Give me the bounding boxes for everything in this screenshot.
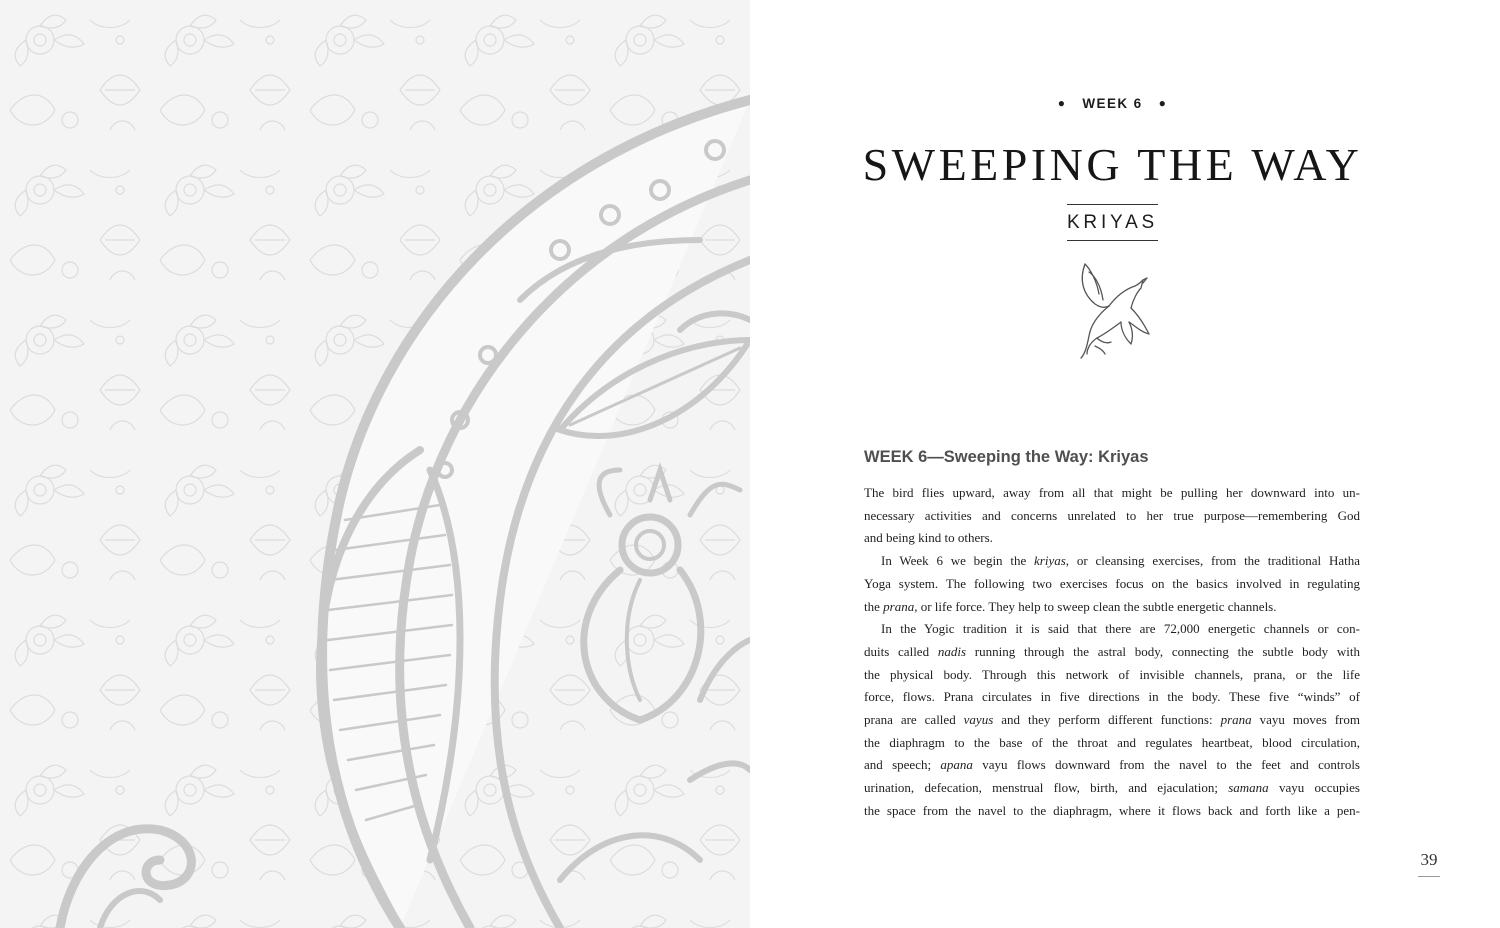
text-line: necessary activities and concerns unrelated to her true purpose—remembering God	[864, 507, 1360, 523]
text-run: , or life force. They help to sweep clean the subtle energetic channels.	[914, 598, 1277, 614]
subtitle-container	[750, 204, 1475, 241]
italic-term: samana	[1228, 780, 1269, 796]
chapter-subtitle: KRIYAS	[1067, 204, 1158, 241]
chapter-title: SWEEPING THE WAY	[862, 139, 1363, 190]
section-heading: WEEK 6—Sweeping the Way: Kriyas	[864, 448, 1149, 466]
text-line	[864, 754, 1360, 777]
text-line	[864, 777, 1360, 800]
text-run: vayu moves from	[1251, 712, 1360, 728]
text-line	[864, 641, 1360, 664]
text-run: and speech;	[864, 757, 941, 773]
text-line: In the Yogic tradition it is said that there are 72,000 energetic channels or con-	[881, 621, 1360, 637]
text-run: the	[864, 598, 884, 614]
text-line: Yoga system. The following two exercises focus on the basics involved in regulating	[864, 575, 1360, 591]
text-run: vayu flows downward from the navel to the feet and controls	[972, 757, 1360, 773]
text-line: and being kind to others.	[864, 530, 993, 546]
week-label-text: WEEK 6	[1082, 96, 1143, 111]
text-line: the diaphragm to the base of the throat and regulates heartbeat, blood circulation,	[864, 734, 1360, 750]
text-page	[750, 0, 1500, 928]
text-run: running through the astral body, connecting the subtle body with	[966, 643, 1360, 659]
italic-term: kriyas	[1034, 553, 1066, 569]
page-number: 39	[1418, 850, 1440, 877]
bullet-icon: ●	[1057, 96, 1067, 110]
italic-term: vayus	[963, 712, 994, 728]
text-line: the space from the navel to the diaphragm, where it flows back and forth like a pen-	[864, 802, 1360, 818]
bullet-icon: ●	[1158, 96, 1168, 110]
week-label	[750, 96, 1475, 111]
bird-icon	[1075, 260, 1155, 360]
italic-term: prana	[883, 598, 915, 614]
text-line	[864, 550, 1360, 573]
text-line: The bird flies upward, away from all that might be pulling her downward into un-	[864, 485, 1360, 500]
text-run: , or cleansing exercises, from the traditional Hatha	[1065, 553, 1360, 569]
text-run: duits called	[864, 643, 938, 659]
text-run: urination, defecation, menstrual flow, birth, and ejaculation;	[864, 780, 1229, 796]
text-line: the physical body. Through this network of invisible channels, prana, or the life	[864, 666, 1360, 682]
italic-term: nadis	[937, 643, 967, 659]
text-run: prana are called	[864, 712, 964, 728]
text-line	[864, 596, 1360, 619]
text-line	[864, 709, 1360, 732]
text-run: and they perform different functions:	[993, 712, 1221, 728]
text-run: In Week 6 we begin the	[881, 553, 1035, 569]
text-run: vayu occupies	[1268, 780, 1360, 796]
text-line: force, flows. Prana circulates in five directions in the body. These five “winds” of	[864, 689, 1360, 705]
body-text	[864, 482, 1360, 823]
italic-term: apana	[940, 757, 973, 773]
italic-term: prana	[1220, 712, 1252, 728]
